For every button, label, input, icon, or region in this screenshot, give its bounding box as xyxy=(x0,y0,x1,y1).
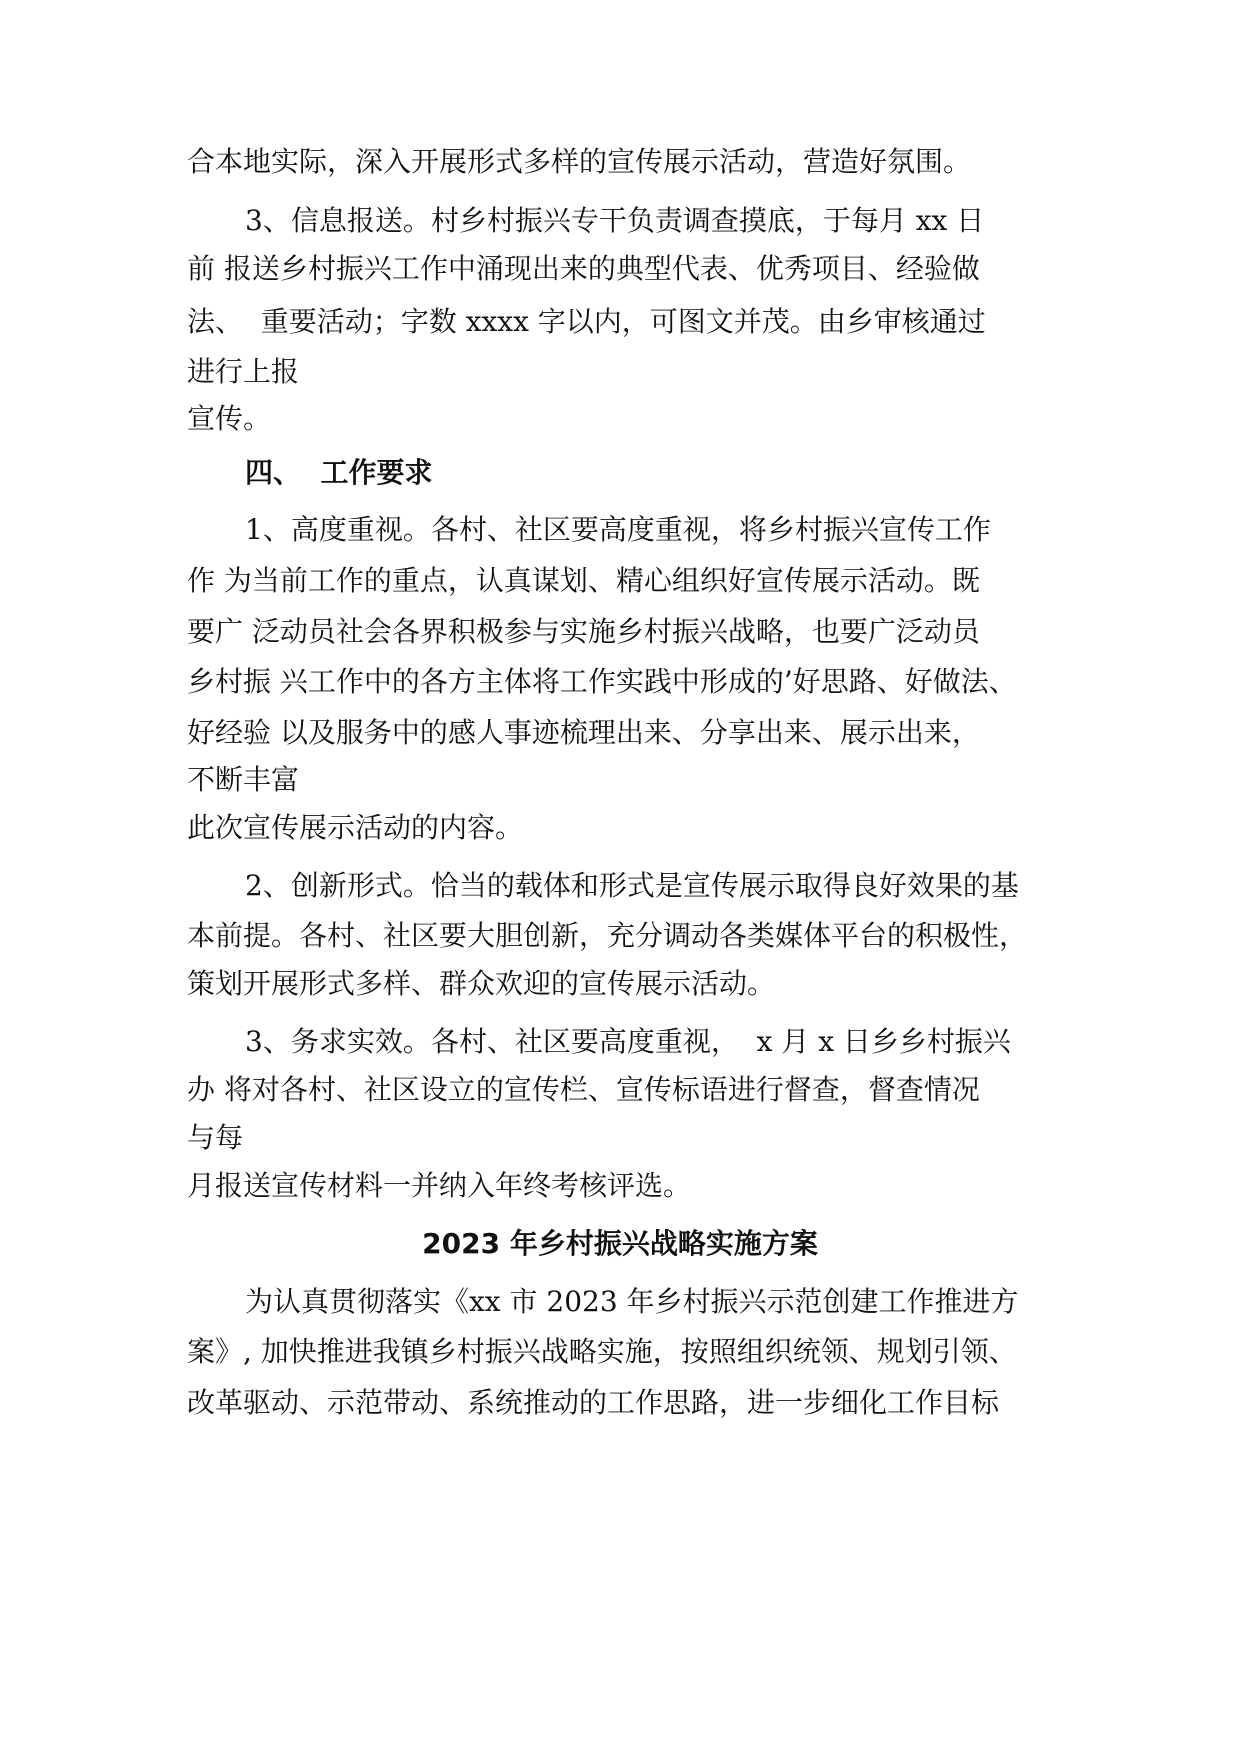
body-text-line: 宣传。 xyxy=(187,402,272,435)
body-text-line: 好经验 以及服务中的感人事迹梳理出来、分享出来、展示出来， xyxy=(187,716,980,749)
body-text-line: 乡村振 兴工作中的各方主体将工作实践中形成的’好思路、好做法、 xyxy=(187,665,1017,698)
body-text-line: 3、信息报送。村乡村振兴专干负责调查摸底，于每月 xx 日 xyxy=(245,204,985,237)
body-text-line: 法、 重要活动；字数 xxxx 字以内，可图文并茂。由乡审核通过 xyxy=(187,305,986,338)
body-text-line: 3、务求实效。各村、社区要高度重视， x 月 x 日乡乡村振兴 xyxy=(245,1025,1011,1058)
body-text-line: 前 报送乡村振兴工作中涌现出来的典型代表、优秀项目、经验做 xyxy=(187,252,980,285)
body-text-line: 作 为当前工作的重点，认真谋划、精心组织好宣传展示活动。既 xyxy=(187,564,980,597)
body-text-line: 要广 泛动员社会各界积极参与实施乡村振兴战略，也要广泛动员 xyxy=(187,615,980,648)
body-text-line: 进行上报 xyxy=(187,355,300,388)
body-text-line: 改革驱动、示范带动、系统推动的工作思路，进一步细化工作目标 xyxy=(187,1386,1000,1419)
body-text-line: 本前提。各村、社区要大胆创新，充分调动各类媒体平台的积极性， xyxy=(187,919,1028,952)
body-text-line: 1、高度重视。各村、社区要高度重视，将乡村振兴宣传工作 xyxy=(245,513,991,546)
body-text-line: 合本地实际，深入开展形式多样的宣传展示活动，营造好氛围。 xyxy=(187,145,972,178)
body-text-line: 与每 xyxy=(187,1121,244,1154)
body-text-line: 此次宣传展示活动的内容。 xyxy=(187,811,524,844)
body-text-line: 办 将对各村、社区设立的宣传栏、宣传标语进行督查，督查情况 xyxy=(187,1073,980,1106)
body-text-line: 2、创新形式。恰当的载体和形式是宣传展示取得良好效果的基 xyxy=(245,869,1019,902)
section-heading: 四、 工作要求 xyxy=(245,456,433,489)
body-text-line: 为认真贯彻落实《xx 市 2023 年乡村振兴示范创建工作推进方 xyxy=(245,1285,1019,1318)
body-text-line: 案》, 加快推进我镇乡村振兴战略实施，按照组织统领、规划引领、 xyxy=(187,1335,1017,1368)
body-text-line: 月报送宣传材料一并纳入年终考核评选。 xyxy=(187,1169,692,1202)
body-text-line: 策划开展形式多样、群众欢迎的宣传展示活动。 xyxy=(187,967,776,1000)
document-title: 2023 年乡村振兴战略实施方案 xyxy=(422,1227,818,1260)
body-text-line: 不断丰富 xyxy=(187,763,300,796)
